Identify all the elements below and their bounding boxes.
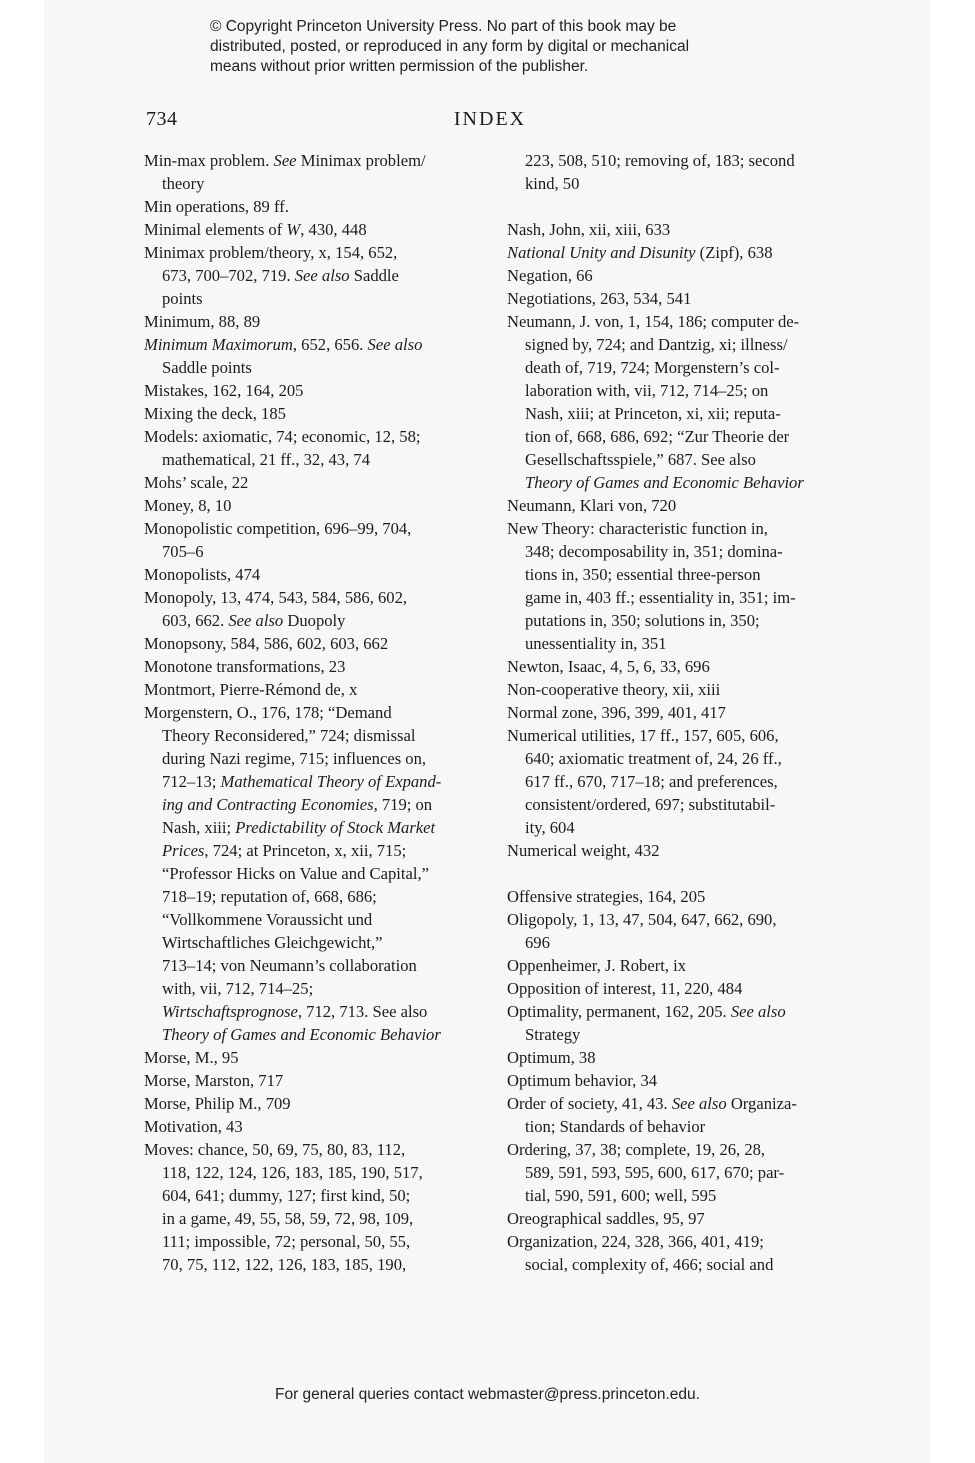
index-entry: Optimum, 38: [507, 1048, 596, 1067]
index-entry: Oligopoly, 1, 13, 47, 504, 647, 662, 690,: [507, 910, 777, 929]
index-entry: Monopolists, 474: [144, 565, 261, 584]
index-entry-continuation: 604, 641; dummy, 127; first kind, 50;: [162, 1186, 411, 1205]
index-entry-continuation: “Professor Hicks on Value and Capital,”: [162, 864, 429, 883]
index-entry: Morgenstern, O., 176, 178; “Demand: [144, 703, 392, 722]
index-entry-continuation: 223, 508, 510; removing of, 183; second: [525, 151, 795, 170]
index-entry: Ordering, 37, 38; complete, 19, 26, 28,: [507, 1140, 766, 1159]
index-entry-continuation: death of, 719, 724; Morgenstern’s col-: [525, 358, 780, 377]
index-entry: Order of society, 41, 43. See also Organiza-: [507, 1094, 797, 1113]
index-entry-continuation: 603, 662. See also Duopoly: [162, 611, 346, 630]
index-entry: Models: axiomatic, 74; economic, 12, 58;: [144, 427, 421, 446]
index-entry-continuation: Theory of Games and Economic Behavior: [525, 473, 804, 492]
page-number: 734: [146, 108, 178, 130]
running-head: INDEX: [453, 108, 527, 130]
index-entry: Monopoly, 13, 474, 543, 584, 586, 602,: [144, 588, 408, 607]
index-entry: Optimum behavior, 34: [507, 1071, 658, 1090]
index-entry-continuation: Saddle points: [162, 358, 252, 377]
index-entry: Monotone transformations, 23: [144, 657, 346, 676]
index-entry-continuation: ity, 604: [525, 818, 575, 837]
index-entry-continuation: 111; impossible, 72; personal, 50, 55,: [162, 1232, 411, 1251]
index-entry: Nash, John, xii, xiii, 633: [507, 220, 671, 239]
index-entry: Morse, Marston, 717: [144, 1071, 284, 1090]
index-entry: Numerical weight, 432: [507, 841, 660, 860]
index-entry-continuation: 673, 700–702, 719. See also Saddle: [162, 266, 399, 285]
index-entry-continuation: Theory Reconsidered,” 724; dismissal: [162, 726, 416, 745]
index-spacer: [507, 862, 842, 885]
index-entry-continuation: laboration with, vii, 712, 714–25; on: [525, 381, 769, 400]
index-entry-continuation: Nash, xiii; at Princeton, xi, xii; reputa-: [525, 404, 781, 423]
index-entry-continuation: Wirtschaftsprognose, 712, 713. See also: [162, 1002, 428, 1021]
index-entry: New Theory: characteristic function in,: [507, 519, 768, 538]
index-entry: Mohs’ scale, 22: [144, 473, 249, 492]
index-entry: Normal zone, 396, 399, 401, 417: [507, 703, 726, 722]
copyright-line-1: © Copyright Princeton University Press. No part of this book may be: [210, 18, 677, 35]
index-entry-continuation: in a game, 49, 55, 58, 59, 72, 98, 109,: [162, 1209, 414, 1228]
index-entry-continuation: Theory of Games and Economic Behavior: [162, 1025, 441, 1044]
footer-contact: For general queries contact webmaster@press.princeton.edu.: [275, 1386, 700, 1403]
index-entry: Numerical utilities, 17 ff., 157, 605, 606,: [507, 726, 779, 745]
index-entry-continuation: 70, 75, 112, 122, 126, 183, 185, 190,: [162, 1255, 407, 1274]
index-entry-continuation: tion of, 668, 686, 692; “Zur Theorie der: [525, 427, 790, 446]
index-column-left: [144, 149, 484, 1276]
index-entry-continuation: consistent/ordered, 697; substitutabil-: [525, 795, 776, 814]
index-entry-continuation: “Vollkommene Voraussicht und: [162, 910, 373, 929]
index-entry: Organization, 224, 328, 366, 401, 419;: [507, 1232, 764, 1251]
index-entry-continuation: 696: [525, 933, 550, 952]
index-entry-continuation: social, complexity of, 466; social and: [525, 1255, 774, 1274]
index-entry: Negotiations, 263, 534, 541: [507, 289, 692, 308]
index-entry: Mistakes, 162, 164, 205: [144, 381, 304, 400]
index-entry-continuation: 713–14; von Neumann’s collaboration: [162, 956, 417, 975]
index-entry-continuation: Wirtschaftliches Gleichgewicht,”: [162, 933, 383, 952]
index-entry-continuation: 348; decomposability in, 351; domina-: [525, 542, 783, 561]
index-entry: Monopsony, 584, 586, 602, 603, 662: [144, 634, 389, 653]
index-entry: National Unity and Disunity (Zipf), 638: [507, 243, 773, 262]
index-entry-continuation: 640; axiomatic treatment of, 24, 26 ff.,: [525, 749, 782, 768]
index-entry: Mixing the deck, 185: [144, 404, 286, 423]
index-entry-continuation: signed by, 724; and Dantzig, xi; illness/: [525, 335, 788, 354]
index-entry-continuation: 118, 122, 124, 126, 183, 185, 190, 517,: [162, 1163, 423, 1182]
index-entry-continuation: Prices, 724; at Princeton, x, xii, 715;: [162, 841, 407, 860]
index-entry-continuation: 705–6: [162, 542, 204, 561]
index-entry: Oreographical saddles, 95, 97: [507, 1209, 705, 1228]
index-entry: Opposition of interest, 11, 220, 484: [507, 979, 743, 998]
index-entry: Offensive strategies, 164, 205: [507, 887, 706, 906]
index-entry-continuation: mathematical, 21 ff., 32, 43, 74: [162, 450, 370, 469]
index-entry: Morse, Philip M., 709: [144, 1094, 291, 1113]
index-entry-continuation: tions in, 350; essential three-person: [525, 565, 761, 584]
index-entry: Optimality, permanent, 162, 205. See also: [507, 1002, 786, 1021]
copyright-line-2: distributed, posted, or reproduced in any form by digital or mechanical: [210, 38, 690, 55]
index-entry-continuation: ing and Contracting Economies, 719; on: [162, 795, 433, 814]
index-entry: Neumann, J. von, 1, 154, 186; computer de-: [507, 312, 800, 331]
index-entry: Min operations, 89 ff.: [144, 197, 289, 216]
index-entry-continuation: points: [162, 289, 203, 308]
index-entry: Negation, 66: [507, 266, 593, 285]
index-entry: Money, 8, 10: [144, 496, 232, 515]
index-entry-continuation: game in, 403 ff.; essentiality in, 351; im-: [525, 588, 796, 607]
index-entry: Minimum, 88, 89: [144, 312, 261, 331]
index-entry: Minimum Maximorum, 652, 656. See also: [144, 335, 423, 354]
index-entry: Montmort, Pierre-Rémond de, x: [144, 680, 358, 699]
index-entry: Oppenheimer, J. Robert, ix: [507, 956, 687, 975]
index-entry-continuation: Strategy: [525, 1025, 581, 1044]
index-entry: Min-max problem. See Minimax problem/: [144, 151, 426, 170]
index-entry-continuation: theory: [162, 174, 205, 193]
index-entry: Minimax problem/theory, x, 154, 652,: [144, 243, 398, 262]
index-entry: Neumann, Klari von, 720: [507, 496, 677, 515]
index-entry-continuation: Nash, xiii; Predictability of Stock Market: [162, 818, 436, 837]
copyright-notice: [210, 17, 770, 77]
index-entry-continuation: 617 ff., 670, 717–18; and preferences,: [525, 772, 778, 791]
index-spacer: [507, 195, 842, 218]
index-entry: Moves: chance, 50, 69, 75, 80, 83, 112,: [144, 1140, 406, 1159]
index-entry-continuation: tion; Standards of behavior: [525, 1117, 706, 1136]
index-entry-continuation: unessentiality in, 351: [525, 634, 667, 653]
index-entry-continuation: 718–19; reputation of, 668, 686;: [162, 887, 377, 906]
index-entry: Minimal elements of W, 430, 448: [144, 220, 367, 239]
index-entry-continuation: kind, 50: [525, 174, 580, 193]
index-entry-continuation: Gesellschaftsspiele,” 687. See also: [525, 450, 756, 469]
index-column-right: [507, 149, 842, 1276]
index-entry-continuation: putations in, 350; solutions in, 350;: [525, 611, 760, 630]
index-entry-continuation: with, vii, 712, 714–25;: [162, 979, 314, 998]
copyright-line-3: means without prior written permission of the publisher.: [210, 58, 589, 75]
index-entry: Morse, M., 95: [144, 1048, 239, 1067]
index-entry: Monopolistic competition, 696–99, 704,: [144, 519, 412, 538]
index-entry: Motivation, 43: [144, 1117, 243, 1136]
index-entry-continuation: 712–13; Mathematical Theory of Expand-: [162, 772, 442, 791]
index-entry-continuation: during Nazi regime, 715; influences on,: [162, 749, 427, 768]
index-entry: Newton, Isaac, 4, 5, 6, 33, 696: [507, 657, 710, 676]
index-entry-continuation: tial, 590, 591, 600; well, 595: [525, 1186, 717, 1205]
index-entry-continuation: 589, 591, 593, 595, 600, 617, 670; par-: [525, 1163, 785, 1182]
index-entry: Non-cooperative theory, xii, xiii: [507, 680, 721, 699]
